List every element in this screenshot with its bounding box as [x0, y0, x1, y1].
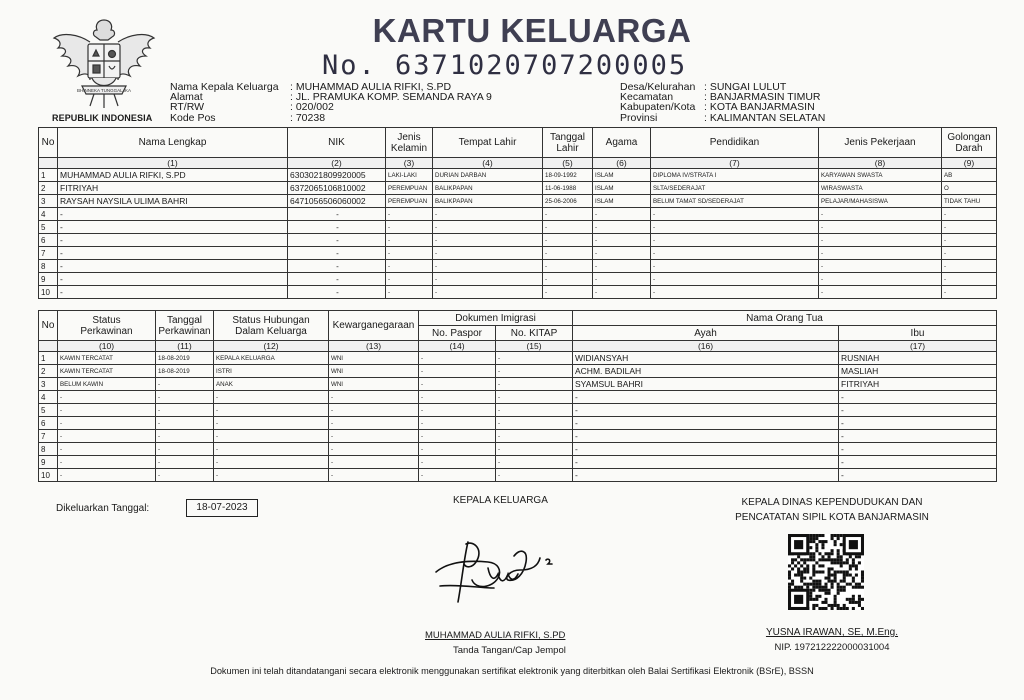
table-cell-no-paspor: - [419, 365, 496, 378]
table-cell-kewarganegaraan: - [329, 443, 419, 456]
col-header-dokumen-imigrasi: Dokumen Imigrasi [419, 311, 573, 326]
table-row [39, 404, 997, 417]
table-cell-status-perkawinan: KAWIN TERCATAT [58, 365, 156, 378]
table-cell-jenis-kelamin: - [386, 260, 433, 273]
household-info-left [170, 82, 492, 123]
table-cell-no: 6 [39, 417, 58, 430]
head-of-family-signature [428, 522, 563, 610]
table-cell-no: 1 [39, 352, 58, 365]
table-cell-ibu: MASLIAH [839, 365, 997, 378]
table-cell-no: 3 [39, 195, 58, 208]
emblem-label: REPUBLIK INDONESIA [52, 113, 153, 123]
table-cell-nik: - [288, 286, 386, 299]
table-cell-nama-lengkap: - [58, 260, 288, 273]
electronic-signature-note: Dokumen ini telah ditandatangani secara elektronik menggunakan sertifikat elektronik yang diterbitkan oleh Balai Sertifikasi Elektronik (BSrE), BSSN [210, 666, 814, 676]
col-number: (6) [593, 158, 651, 169]
col-number: (5) [543, 158, 593, 169]
col-header-agama: Agama [593, 128, 651, 158]
table-cell-status-hubungan: - [214, 469, 329, 482]
table-cell-no: 6 [39, 234, 58, 247]
table-cell-no: 4 [39, 391, 58, 404]
table-cell-jenis-pekerjaan: - [819, 273, 942, 286]
table-cell-jenis-kelamin: - [386, 247, 433, 260]
table-cell-tanggal-lahir: - [543, 208, 593, 221]
col-header-status-perkawinan: Status Perkawinan [58, 311, 156, 341]
table-cell-jenis-kelamin: LAKI-LAKI [386, 169, 433, 182]
col-header-nama-lengkap: Nama Lengkap [58, 128, 288, 158]
table-cell-no-kitap: - [496, 352, 573, 365]
table-cell-ibu: - [839, 430, 997, 443]
info-value: : 020/002 [290, 101, 334, 114]
info-value: : MUHAMMAD AULIA RIFKI, S.PD [290, 81, 452, 93]
household-info-right [620, 82, 825, 123]
col-header-kewarganegaraan: Kewarganegaraan [329, 311, 419, 341]
table-cell-tanggal-perkawinan: - [156, 391, 214, 404]
table-row [39, 260, 997, 273]
table-cell-no-kitap: - [496, 417, 573, 430]
table-cell-jenis-pekerjaan: - [819, 260, 942, 273]
table-cell-tanggal-lahir: 25-06-2006 [543, 195, 593, 208]
table-cell-jenis-pekerjaan: - [819, 208, 942, 221]
table-cell-agama: - [593, 286, 651, 299]
col-number: (2) [288, 158, 386, 169]
table-cell-ayah: - [573, 443, 839, 456]
table-cell-jenis-pekerjaan: KARYAWAN SWASTA [819, 169, 942, 182]
document-title: KARTU KELUARGA [372, 12, 692, 49]
info-value: : KALIMANTAN SELATAN [704, 111, 826, 124]
table-cell-tanggal-perkawinan: - [156, 404, 214, 417]
table-cell-nik: - [288, 273, 386, 286]
table-cell-tanggal-lahir: - [543, 234, 593, 247]
official-title [712, 495, 952, 525]
col-number: (9) [942, 158, 997, 169]
info-value: : BANJARMASIN TIMUR [704, 91, 821, 104]
table-cell-ibu: RUSNIAH [839, 352, 997, 365]
table-cell-tanggal-lahir: - [543, 286, 593, 299]
table-cell-no-paspor: - [419, 391, 496, 404]
table-cell-golongan-darah: - [942, 247, 997, 260]
col-header-nama-orang-tua: Nama Orang Tua [573, 311, 997, 326]
table-cell-tanggal-lahir: - [543, 221, 593, 234]
col-number: (13) [329, 341, 419, 352]
table-cell-ayah: SYAMSUL BAHRI [573, 378, 839, 391]
svg-text:BHINNEKA TUNGGAL IKA: BHINNEKA TUNGGAL IKA [76, 88, 132, 93]
table-cell-golongan-darah: - [942, 208, 997, 221]
table-cell-kewarganegaraan: - [329, 430, 419, 443]
table-cell-no-paspor: - [419, 469, 496, 482]
table-cell-tanggal-perkawinan: - [156, 378, 214, 391]
col-number: (15) [496, 341, 573, 352]
info-label: Kode Pos [170, 111, 216, 124]
table-row [39, 221, 997, 234]
table-cell-agama: - [593, 260, 651, 273]
table-cell-status-hubungan: - [214, 404, 329, 417]
table-cell-tempat-lahir: - [433, 234, 543, 247]
table-cell-jenis-pekerjaan: PELAJAR/MAHASISWA [819, 195, 942, 208]
table-cell-pendidikan: - [651, 247, 819, 260]
table-cell-pendidikan: - [651, 221, 819, 234]
table-cell-jenis-kelamin: - [386, 286, 433, 299]
table-cell-nama-lengkap: RAYSAH NAYSILA ULIMA BAHRI [58, 195, 288, 208]
table-cell-no-kitap: - [496, 456, 573, 469]
col-header-jenis-kelamin: Jenis Kelamin [386, 128, 433, 158]
col-header-nik: NIK [288, 128, 386, 158]
table-cell-no: 10 [39, 469, 58, 482]
table-cell-agama: ISLAM [593, 182, 651, 195]
table-cell-jenis-pekerjaan: - [819, 234, 942, 247]
table-cell-agama: - [593, 221, 651, 234]
info-label: Desa/Kelurahan [620, 81, 696, 93]
table-row [39, 443, 997, 456]
table-row [39, 169, 997, 182]
table-cell-golongan-darah: O [942, 182, 997, 195]
table-cell-no-paspor: - [419, 443, 496, 456]
table-row [39, 469, 997, 482]
head-of-family-name: MUHAMMAD AULIA RIFKI, S.PD [425, 630, 566, 641]
table-cell-tanggal-perkawinan: - [156, 417, 214, 430]
official-name: YUSNA IRAWAN, SE, M.Eng. [765, 627, 899, 638]
info-row [170, 102, 492, 112]
col-header-status-hubungan: Status Hubungan Dalam Keluarga [214, 311, 329, 341]
table-cell-no-paspor: - [419, 404, 496, 417]
table-cell-nik: - [288, 208, 386, 221]
table-cell-golongan-darah: - [942, 260, 997, 273]
table-cell-golongan-darah: AB [942, 169, 997, 182]
table-row [39, 195, 997, 208]
table-cell-no-paspor: - [419, 456, 496, 469]
table-cell-ayah: - [573, 430, 839, 443]
table-cell-tempat-lahir: BALIKPAPAN [433, 195, 543, 208]
table-cell-no: 2 [39, 182, 58, 195]
table-cell-golongan-darah: - [942, 221, 997, 234]
col-header-no: No [39, 311, 58, 341]
table-cell-no-kitap: - [496, 365, 573, 378]
table-row [39, 273, 997, 286]
table-cell-ayah: - [573, 417, 839, 430]
status-table [38, 310, 997, 482]
table-cell-no-paspor: - [419, 430, 496, 443]
table-cell-nik: - [288, 260, 386, 273]
table-cell-kewarganegaraan: - [329, 469, 419, 482]
info-label: Kabupaten/Kota [620, 101, 696, 114]
table-cell-jenis-kelamin: - [386, 273, 433, 286]
table-cell-status-hubungan: ANAK [214, 378, 329, 391]
info-label: Nama Kepala Keluarga [170, 81, 279, 93]
table-cell-status-perkawinan: - [58, 391, 156, 404]
table-cell-jenis-kelamin: - [386, 208, 433, 221]
col-number: (17) [839, 341, 997, 352]
table-row [39, 352, 997, 365]
table-cell-no: 5 [39, 221, 58, 234]
qr-code-icon [788, 534, 864, 610]
col-number: (1) [58, 158, 288, 169]
table-cell-ibu: - [839, 469, 997, 482]
table-cell-tanggal-perkawinan: - [156, 430, 214, 443]
table-cell-no-kitap: - [496, 378, 573, 391]
table-cell-status-perkawinan: - [58, 443, 156, 456]
table-cell-jenis-pekerjaan: - [819, 286, 942, 299]
table-cell-nik: - [288, 247, 386, 260]
col-header-tempat-lahir: Tempat Lahir [433, 128, 543, 158]
table-cell-status-hubungan: KEPALA KELUARGA [214, 352, 329, 365]
table-cell-tanggal-lahir: - [543, 247, 593, 260]
table-cell-no: 7 [39, 430, 58, 443]
table-cell-jenis-kelamin: - [386, 234, 433, 247]
table-cell-status-perkawinan: - [58, 404, 156, 417]
table-cell-pendidikan: DIPLOMA IV/STRATA I [651, 169, 819, 182]
table-cell-ibu: - [839, 443, 997, 456]
table-cell-status-perkawinan: BELUM KAWIN [58, 378, 156, 391]
table-row [39, 365, 997, 378]
table-cell-kewarganegaraan: WNI [329, 352, 419, 365]
table-cell-no: 5 [39, 404, 58, 417]
table-row [39, 286, 997, 299]
info-label: Alamat [170, 91, 203, 104]
table-cell-nik: 6303021809920005 [288, 169, 386, 182]
table-row [39, 417, 997, 430]
table-cell-jenis-pekerjaan: - [819, 247, 942, 260]
info-value: : SUNGAI LULUT [704, 81, 787, 93]
issued-date-box: 18-07-2023 [186, 499, 258, 517]
table-cell-tanggal-lahir: - [543, 260, 593, 273]
info-label: Kecamatan [620, 91, 674, 104]
table-cell-ibu: - [839, 404, 997, 417]
table-cell-nik: 6471056506060002 [288, 195, 386, 208]
table-cell-no: 9 [39, 456, 58, 469]
info-label: RT/RW [170, 101, 205, 114]
table-cell-tempat-lahir: - [433, 286, 543, 299]
table-cell-nama-lengkap: - [58, 221, 288, 234]
table-cell-agama: - [593, 273, 651, 286]
official-title-line1: KEPALA DINAS KEPENDUDUKAN DAN [741, 497, 923, 508]
table-cell-status-hubungan: - [214, 456, 329, 469]
info-label: Provinsi [620, 111, 658, 124]
table-cell-no: 10 [39, 286, 58, 299]
table-cell-tanggal-lahir: 18-09-1992 [543, 169, 593, 182]
col-number: (7) [651, 158, 819, 169]
table-cell-ayah: - [573, 456, 839, 469]
table-cell-no-kitap: - [496, 469, 573, 482]
table-cell-jenis-kelamin: PEREMPUAN [386, 195, 433, 208]
table-cell-nik: - [288, 234, 386, 247]
table-cell-tanggal-perkawinan: 18-08-2019 [156, 365, 214, 378]
table-cell-agama: - [593, 247, 651, 260]
table-cell-kewarganegaraan: - [329, 456, 419, 469]
col-number [39, 158, 58, 169]
col-number: (3) [386, 158, 433, 169]
col-number: (12) [214, 341, 329, 352]
table-cell-tanggal-perkawinan: 18-08-2019 [156, 352, 214, 365]
table-cell-kewarganegaraan: - [329, 404, 419, 417]
table-row [39, 234, 997, 247]
table-cell-tempat-lahir: - [433, 221, 543, 234]
table-cell-nik: - [288, 221, 386, 234]
table-cell-ayah: - [573, 469, 839, 482]
members-table [38, 127, 997, 299]
table-cell-golongan-darah: - [942, 286, 997, 299]
info-row [620, 113, 825, 123]
table-cell-tempat-lahir: - [433, 273, 543, 286]
col-header-ayah: Ayah [573, 326, 839, 341]
family-card-number: No. 6371020707200005 [322, 50, 688, 81]
issued-date-label: Dikeluarkan Tanggal: [56, 503, 150, 514]
table-cell-golongan-darah: TIDAK TAHU [942, 195, 997, 208]
col-header-tanggal-perkawinan: Tanggal Perkawinan [156, 311, 214, 341]
table-cell-tempat-lahir: BALIKPAPAN [433, 182, 543, 195]
table-cell-ibu: - [839, 391, 997, 404]
info-value: : 70238 [290, 111, 326, 124]
table-cell-no: 9 [39, 273, 58, 286]
table-cell-status-hubungan: - [214, 443, 329, 456]
table-cell-tanggal-lahir: - [543, 273, 593, 286]
table-cell-kewarganegaraan: - [329, 391, 419, 404]
table-cell-pendidikan: - [651, 234, 819, 247]
table-cell-nama-lengkap: MUHAMMAD AULIA RIFKI, S.PD [58, 169, 288, 182]
col-header-tanggal-lahir: Tanggal Lahir [543, 128, 593, 158]
table-cell-agama: - [593, 234, 651, 247]
table-cell-status-perkawinan: - [58, 469, 156, 482]
table-cell-ibu: - [839, 456, 997, 469]
table-cell-status-perkawinan: - [58, 430, 156, 443]
table-cell-jenis-kelamin: PEREMPUAN [386, 182, 433, 195]
table-cell-nama-lengkap: - [58, 286, 288, 299]
table-cell-nik: 6372065106810002 [288, 182, 386, 195]
table-cell-pendidikan: - [651, 286, 819, 299]
table-cell-jenis-pekerjaan: WIRASWASTA [819, 182, 942, 195]
table-cell-nama-lengkap: - [58, 234, 288, 247]
table-cell-nama-lengkap: - [58, 208, 288, 221]
table-cell-no: 8 [39, 443, 58, 456]
col-number: (10) [58, 341, 156, 352]
table-cell-no: 8 [39, 260, 58, 273]
table-cell-no-kitap: - [496, 430, 573, 443]
col-header-pendidikan: Pendidikan [651, 128, 819, 158]
col-number: (11) [156, 341, 214, 352]
table-cell-ayah: WIDIANSYAH [573, 352, 839, 365]
col-header-golongan-darah: Golongan Darah [942, 128, 997, 158]
table-cell-no-paspor: - [419, 378, 496, 391]
table-cell-tempat-lahir: - [433, 260, 543, 273]
col-number: (16) [573, 341, 839, 352]
col-header-no-kitap: No. KITAP [496, 326, 573, 341]
official-nip: NIP. 197212222000031004 [774, 642, 890, 653]
table-row [39, 378, 997, 391]
table-cell-nama-lengkap: - [58, 273, 288, 286]
table-row [39, 247, 997, 260]
table-cell-ayah: - [573, 391, 839, 404]
table-cell-no: 7 [39, 247, 58, 260]
table-cell-golongan-darah: - [942, 273, 997, 286]
table-row [39, 430, 997, 443]
info-value: : KOTA BANJARMASIN [704, 101, 815, 114]
col-header-no: No [39, 128, 58, 158]
col-header-jenis-pekerjaan: Jenis Pekerjaan [819, 128, 942, 158]
table-cell-tanggal-perkawinan: - [156, 456, 214, 469]
table-cell-status-hubungan: - [214, 391, 329, 404]
table-cell-tempat-lahir: - [433, 247, 543, 260]
table-cell-kewarganegaraan: WNI [329, 365, 419, 378]
table-cell-pendidikan: BELUM TAMAT SD/SEDERAJAT [651, 195, 819, 208]
table-cell-status-perkawinan: - [58, 417, 156, 430]
table-cell-tanggal-perkawinan: - [156, 443, 214, 456]
table-cell-status-hubungan: - [214, 417, 329, 430]
table-cell-no-kitap: - [496, 443, 573, 456]
table-cell-nama-lengkap: FITRIYAH [58, 182, 288, 195]
table-cell-jenis-kelamin: - [386, 221, 433, 234]
head-of-family-subtitle: Tanda Tangan/Cap Jempol [453, 645, 566, 656]
table-cell-no-kitap: - [496, 404, 573, 417]
table-cell-pendidikan: - [651, 260, 819, 273]
col-number: (8) [819, 158, 942, 169]
table-row [39, 208, 997, 221]
table-row [39, 182, 997, 195]
table-cell-status-hubungan: - [214, 430, 329, 443]
table-cell-ayah: ACHM. BADILAH [573, 365, 839, 378]
table-cell-no-paspor: - [419, 352, 496, 365]
col-number: (4) [433, 158, 543, 169]
col-header-ibu: Ibu [839, 326, 997, 341]
table-cell-no: 3 [39, 378, 58, 391]
head-of-family-title: KEPALA KELUARGA [453, 495, 548, 506]
table-cell-jenis-pekerjaan: - [819, 221, 942, 234]
table-cell-no-paspor: - [419, 417, 496, 430]
table-cell-agama: ISLAM [593, 195, 651, 208]
info-row [170, 113, 492, 123]
table-cell-tanggal-perkawinan: - [156, 469, 214, 482]
table-cell-tanggal-lahir: 11-06-1988 [543, 182, 593, 195]
table-cell-status-perkawinan: KAWIN TERCATAT [58, 352, 156, 365]
table-cell-pendidikan: - [651, 273, 819, 286]
table-cell-status-hubungan: ISTRI [214, 365, 329, 378]
table-cell-no: 4 [39, 208, 58, 221]
table-cell-ayah: - [573, 404, 839, 417]
table-cell-ibu: FITRIYAH [839, 378, 997, 391]
table-cell-status-perkawinan: - [58, 456, 156, 469]
table-cell-nama-lengkap: - [58, 247, 288, 260]
table-cell-kewarganegaraan: - [329, 417, 419, 430]
table-cell-ibu: - [839, 417, 997, 430]
table-cell-agama: - [593, 208, 651, 221]
table-cell-no-kitap: - [496, 391, 573, 404]
info-value: : JL. PRAMUKA KOMP. SEMANDA RAYA 9 [290, 91, 492, 104]
table-row [39, 456, 997, 469]
col-header-no-paspor: No. Paspor [419, 326, 496, 341]
table-cell-pendidikan: SLTA/SEDERAJAT [651, 182, 819, 195]
table-cell-no: 2 [39, 365, 58, 378]
table-cell-pendidikan: - [651, 208, 819, 221]
table-cell-golongan-darah: - [942, 234, 997, 247]
table-row [39, 391, 997, 404]
table-cell-kewarganegaraan: WNI [329, 378, 419, 391]
table-cell-tempat-lahir: - [433, 208, 543, 221]
table-cell-no: 1 [39, 169, 58, 182]
table-cell-tempat-lahir: DURIAN DARBAN [433, 169, 543, 182]
col-number [39, 341, 58, 352]
official-title-line2: PENCATATAN SIPIL KOTA BANJARMASIN [735, 512, 929, 523]
table-cell-agama: ISLAM [593, 169, 651, 182]
col-number: (14) [419, 341, 496, 352]
